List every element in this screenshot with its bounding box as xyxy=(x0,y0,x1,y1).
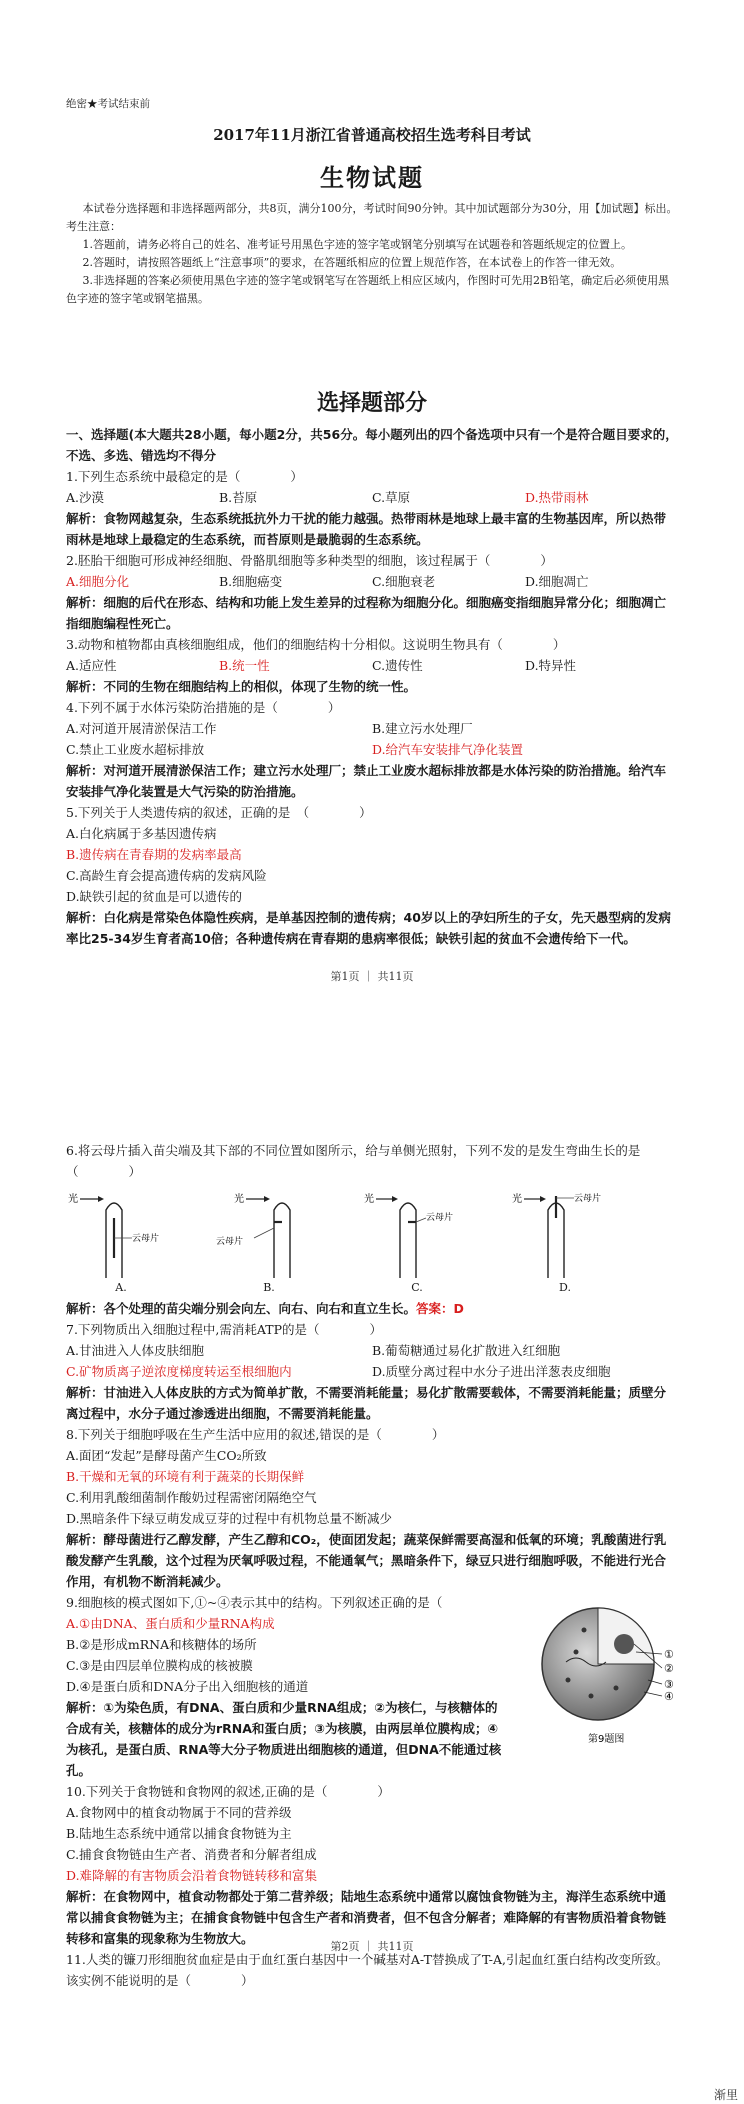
question-8-analysis: 解析：酵母菌进行乙醇发酵，产生乙醇和CO₂，使面团发起；蔬菜保鲜需要高湿和低氧的环境；乳酸菌进行乳酸发酵产生乳酸，这个过程为厌氧呼吸过程，不能通氧气；黑暗条件下，绿豆只进行细胞呼吸，不能进行光合作用，有机物不断消耗减少。 xyxy=(66,1532,667,1589)
seedling-figure-d xyxy=(510,1188,620,1298)
question-3-option-d: D.特异性 xyxy=(525,658,577,673)
question-1-options xyxy=(66,487,678,508)
question-3-analysis: 解析：不同的生物在细胞结构上的相似，体现了生物的统一性。 xyxy=(66,679,417,694)
exam-page-2 xyxy=(0,1140,744,2104)
question-7-stem: 7.下列物质出入细胞过程中,需消耗ATP的是（ ） xyxy=(66,1322,382,1337)
question-2-option-a: A.细胞分化 xyxy=(66,574,130,589)
section-title: 选择题部分 xyxy=(316,390,427,416)
instructions xyxy=(66,200,678,308)
question-9-block xyxy=(66,1592,678,1781)
figure-label-b: B. xyxy=(263,1281,275,1294)
question-1-analysis: 解析：食物网越复杂，生态系统抵抗外力干扰的能力越强。热带雨林是地球上最丰富的生物基因库，所以热带雨林是地球上最稳定的生态系统，而苔原则是最脆弱的生态系统。 xyxy=(66,511,667,547)
question-10-stem: 10.下列关于食物链和食物网的叙述,正确的是（ ） xyxy=(66,1784,390,1799)
nucleus-caption: 第9题图 xyxy=(588,1734,625,1745)
question-5-stem: 5.下列关于人类遗传病的叙述，正确的是 （ ） xyxy=(66,805,372,820)
mica-label-c: 云母片 xyxy=(426,1213,454,1223)
question-5-option-a: A.白化病属于多基因遗传病 xyxy=(66,826,217,841)
question-5-option-c: C.高龄生育会提高遗传病的发病风险 xyxy=(66,868,267,883)
question-2-option-b: B.细胞癌变 xyxy=(219,574,283,589)
figure-label-a: A. xyxy=(115,1281,127,1294)
question-7-option-b: B.葡萄糖通过易化扩散进入红细胞 xyxy=(372,1343,561,1358)
question-6-answer: 答案：D xyxy=(416,1301,464,1316)
nucleus-mark-2: ② xyxy=(664,1662,674,1675)
question-8-option-d: D.黑暗条件下绿豆萌发成豆芽的过程中有机物总量不断减少 xyxy=(66,1511,393,1526)
question-1-option-d: D.热带雨林 xyxy=(525,490,589,505)
subject-title: 生物试题 xyxy=(320,163,424,192)
question-9-text xyxy=(66,1592,506,1781)
question-6-stem: 6.将云母片插入苗尖端及其下部的不同位置如图所示，给与单侧光照射，下列不发的是发生弯曲生长的是（ ） xyxy=(66,1143,641,1179)
figure-label-d: D. xyxy=(559,1281,571,1294)
mica-label-a: 云母片 xyxy=(132,1234,160,1244)
light-label-d: 光 xyxy=(512,1194,522,1205)
question-1-stem: 1.下列生态系统中最稳定的是（ ） xyxy=(66,469,303,484)
question-10-option-c: C.捕食食物链由生产者、消费者和分解者组成 xyxy=(66,1847,317,1862)
question-3-option-a: A.适应性 xyxy=(66,658,117,673)
exam-title: 2017年11月浙江省普通高校招生选考科目考试 xyxy=(213,126,531,144)
instructions-intro: 本试卷分选择题和非选择题两部分，共8页，满分100分，考试时间90分钟。其中加试题部分为30分，用【加试题】标出。 xyxy=(82,202,678,215)
question-10-option-d: D.难降解的有害物质会沿着食物链转移和富集 xyxy=(66,1868,318,1883)
question-1-option-b: B.苔原 xyxy=(219,490,258,505)
question-9-option-d: D.④是蛋白质和DNA分子出入细胞核的通道 xyxy=(66,1679,309,1694)
question-8-option-b: B.干燥和无氧的环境有利于蔬菜的长期保鲜 xyxy=(66,1469,305,1484)
seedling-figure-b xyxy=(214,1188,324,1298)
corner-tag: 渐里 xyxy=(713,2088,738,2102)
nucleus-mark-4: ④ xyxy=(664,1690,674,1703)
question-7-option-c: C.矿物质离子逆浓度梯度转运至根细胞内 xyxy=(66,1364,292,1379)
mica-label-b: 云母片 xyxy=(216,1237,244,1247)
question-6-analysis xyxy=(66,1298,678,1319)
question-9-option-a: A.①由DNA、蛋白质和少量RNA构成 xyxy=(66,1616,275,1631)
question-9-analysis: 解析：①为染色质，有DNA、蛋白质和少量RNA组成；②为核仁，与核糖体的合成有关，核糖体的成分为rRNA和蛋白质；③为核膜，由两层单位膜构成；④为核孔，是蛋白质、RNA等大分子物质进出细胞核的通道，但DNA不能通过核孔。 xyxy=(66,1700,502,1778)
question-4-stem: 4.下列不属于水体污染防治措施的是（ ） xyxy=(66,700,341,715)
question-5-option-d: D.缺铁引起的贫血是可以遗传的 xyxy=(66,889,243,904)
question-4-option-b: B.建立污水处理厂 xyxy=(372,721,473,736)
question-10-option-b: B.陆地生态系统中通常以捕食食物链为主 xyxy=(66,1826,292,1841)
question-4-option-c: C.禁止工业废水超标排放 xyxy=(66,742,205,757)
question-1-option-a: A.沙漠 xyxy=(66,490,105,505)
seedling-a-drawing xyxy=(66,1188,176,1283)
question-6-figure xyxy=(66,1188,678,1298)
question-4-analysis: 解析：对河道开展清淤保洁工作；建立污水处理厂；禁止工业废水超标排放都是水体污染的防治措施。给汽车安装排气净化装置是大气污染的防治措施。 xyxy=(66,763,667,799)
questions-block-2 xyxy=(66,1140,678,1991)
seedling-c-drawing xyxy=(362,1188,472,1283)
nucleus-mark-3: ③ xyxy=(664,1678,674,1691)
question-9-option-b: B.②是形成mRNA和核糖体的场所 xyxy=(66,1637,257,1652)
question-4-options-row-2 xyxy=(66,739,678,760)
question-4-options-row-1 xyxy=(66,718,678,739)
seedling-figure-a xyxy=(66,1188,176,1298)
question-7-option-d: D.质壁分离过程中水分子进出洋葱表皮细胞 xyxy=(372,1364,611,1379)
notice-item-2: 2.答题时，请按照答题纸上“注意事项”的要求，在答题纸相应的位置上规范作答，在本试卷上的作答一律无效。 xyxy=(82,256,622,269)
question-2-options xyxy=(66,571,678,592)
questions-block-1 xyxy=(66,424,678,949)
question-10-analysis: 解析：在食物网中，植食动物都处于第二营养级；陆地生态系统中通常以腐蚀食物链为主，海洋生态系统中通常以捕食食物链为主；在捕食食物链中包含生产者和消费者，但不包含分解者；难降解的有害物质沿着食物链转移和富集的现象称为生物放大。 xyxy=(66,1889,667,1946)
question-7-options-row-1 xyxy=(66,1340,678,1361)
question-4-option-a: A.对河道开展清淤保洁工作 xyxy=(66,721,217,736)
question-2-stem: 2.胚胎干细胞可形成神经细胞、骨骼肌细胞等多种类型的细胞，该过程属于（ ） xyxy=(66,553,553,568)
question-5-option-b: B.遗传病在青春期的发病率最高 xyxy=(66,847,242,862)
figure-label-c: C. xyxy=(411,1281,423,1294)
question-7-options-row-2 xyxy=(66,1361,678,1382)
question-7-analysis: 解析：甘油进入人体皮肤的方式为简单扩散，不需要消耗能量；易化扩散需要载体，不需要消耗能量；质壁分离过程中，水分子通过渗透进出细胞，不需要消耗能量。 xyxy=(66,1385,667,1421)
question-7-option-a: A.甘油进入人体皮肤细胞 xyxy=(66,1343,205,1358)
question-3-stem: 3.动物和植物都由真核细胞组成，他们的细胞结构十分相似。这说明生物具有（ ） xyxy=(66,637,566,652)
section-lead: 一、选择题(本大题共28小题，每小题2分，共56分。每小题列出的四个备选项中只有一个是符合题目要求的，不选、多选、错选均不得分 xyxy=(66,427,678,463)
seedling-figure-c xyxy=(362,1188,472,1298)
seedling-d-drawing xyxy=(510,1188,620,1283)
question-4-option-d: D.给汽车安装排气净化装置 xyxy=(372,742,524,757)
exam-page-1 xyxy=(0,0,744,1000)
nucleus-mark-1: ① xyxy=(664,1648,674,1661)
question-2-option-d: D.细胞凋亡 xyxy=(525,574,589,589)
question-1-option-c: C.草原 xyxy=(372,490,411,505)
light-label-b: 光 xyxy=(234,1194,244,1205)
nucleus-drawing xyxy=(536,1592,686,1762)
question-5-analysis: 解析：白化病是常染色体隐性疾病，是单基因控制的遗传病；40岁以上的孕妇所生的子女，先天愚型病的发病率比25-34岁生育者高10倍；各种遗传病在青春期的患病率很低；缺铁引起的贫血不会遗传给下一代。 xyxy=(66,910,671,946)
question-3-option-b: B.统一性 xyxy=(219,658,270,673)
light-label-c: 光 xyxy=(364,1194,374,1205)
page-footer-2: 第2页 ｜ 共11页 xyxy=(330,1940,414,1953)
notice-item-1: 1.答题前，请务必将自己的姓名、准考证号用黑色字迹的签字笔或钢笔分别填写在试题卷和答题纸规定的位置上。 xyxy=(82,238,632,251)
question-8-option-c: C.利用乳酸细菌制作酸奶过程需密闭隔绝空气 xyxy=(66,1490,317,1505)
secret-mark: 绝密★考试结束前 xyxy=(66,98,150,110)
question-2-option-c: C.细胞衰老 xyxy=(372,574,436,589)
question-3-options xyxy=(66,655,678,676)
page-footer-1: 第1页 ｜ 共11页 xyxy=(330,970,414,983)
notice-item-3: 3.非选择题的答案必须使用黑色字迹的签字笔或钢笔写在答题纸上相应区域内，作图时可先用2B铅笔，确定后必须使用黑色字迹的签字笔或钢笔描黑。 xyxy=(66,274,670,305)
question-8-option-a: A.面团“发起”是酵母菌产生CO₂所致 xyxy=(66,1448,267,1463)
mica-label-d: 云母片 xyxy=(574,1194,602,1204)
notice-title: 考生注意： xyxy=(66,220,121,233)
question-3-option-c: C.遗传性 xyxy=(372,658,423,673)
seedling-b-drawing xyxy=(214,1188,324,1283)
light-label-a: 光 xyxy=(68,1194,78,1205)
question-8-stem: 8.下列关于细胞呼吸在生产生活中应用的叙述,错误的是（ ） xyxy=(66,1427,445,1442)
question-11-stem: 11.人类的镰刀形细胞贫血症是由于血红蛋白基因中一个碱基对A-T替换成了T-A,引起血红蛋白结构改变所致。该实例不能说明的是（ ） xyxy=(66,1952,669,1988)
question-2-analysis: 解析：细胞的后代在形态、结构和功能上发生差异的过程称为细胞分化。细胞癌变指细胞异常分化；细胞凋亡指细胞编程性死亡。 xyxy=(66,595,667,631)
question-9-stem: 9.细胞核的模式图如下,①~④表示其中的结构。下列叙述正确的是（ xyxy=(66,1595,443,1610)
question-6-analysis-text: 解析：各个处理的苗尖端分别会向左、向右、向右和直立生长。 xyxy=(66,1301,417,1316)
nucleus-figure xyxy=(536,1592,686,1762)
question-10-option-a: A.食物网中的植食动物属于不同的营养级 xyxy=(66,1805,292,1820)
question-9-option-c: C.③是由四层单位膜构成的核被膜 xyxy=(66,1658,253,1673)
